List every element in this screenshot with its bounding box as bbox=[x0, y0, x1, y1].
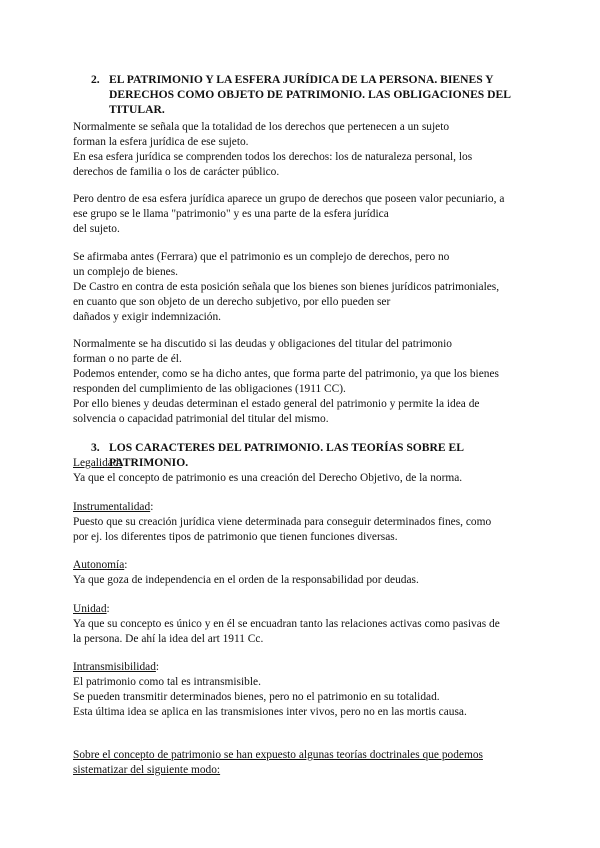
label-colon: : bbox=[106, 603, 110, 615]
section-2-title: EL PATRIMONIO Y LA ESFERA JURÍDICA DE LA PERSONA. BIENES Y DERECHOS COMO OBJETO DE PATRIMONIO. LAS OBLIGACIONES DEL TITULAR. bbox=[109, 73, 511, 116]
section-3-title: LOS CARACTERES DEL PATRIMONIO. LAS TEORÍAS SOBRE EL PATRIMONIO. bbox=[109, 441, 464, 469]
caracter-unidad bbox=[73, 602, 533, 647]
text-line: Normalmente se ha discutido si las deudas y obligaciones del titular del patrimonio bbox=[73, 338, 452, 350]
text-line: Ya que el concepto de patrimonio es una creación del Derecho Objetivo, de la norma. bbox=[73, 472, 463, 484]
text-line: un complejo de bienes. bbox=[73, 266, 179, 278]
text-line: Esta última idea se aplica en las transmisiones inter vivos, pero no en las mortis causa. bbox=[73, 706, 467, 718]
text-line: Pero dentro de esa esfera jurídica aparece un grupo de derechos que poseen valor pecuniario, a bbox=[73, 193, 505, 205]
text-line: forman o no parte de él. bbox=[73, 353, 182, 365]
caracter-legalidad bbox=[73, 456, 533, 486]
unidad-label: Unidad bbox=[73, 603, 107, 615]
caracter-instrumentalidad bbox=[73, 500, 533, 545]
text-line: Se pueden transmitir determinados bienes, pero no el patrimonio en su totalidad. bbox=[73, 691, 440, 703]
text-line: Ya que su concepto es único y en él se encuadran tanto las relaciones activas como pasivas de bbox=[73, 618, 500, 630]
legalidad-label: Legalidad: bbox=[73, 457, 122, 469]
text-line: Por ello bienes y deudas determinan el estado general del patrimonio y permite la idea de bbox=[73, 398, 480, 410]
text-line: dañados y exigir indemnización. bbox=[73, 311, 222, 323]
text-line: En esa esfera jurídica se comprenden todos los derechos: los de naturaleza personal, los bbox=[73, 151, 473, 163]
text-line: en cuanto que son objeto de un derecho subjetivo, por ello pueden ser bbox=[73, 296, 391, 308]
label-colon: : bbox=[124, 559, 128, 571]
text-line: Normalmente se señala que la totalidad de los derechos que pertenecen a un sujeto bbox=[73, 121, 450, 133]
text-line: solvencia o capacidad patrimonial del titular del mismo. bbox=[73, 413, 329, 425]
text-line: Puesto que su creación jurídica viene determinada para conseguir determinados fines, como bbox=[73, 516, 492, 528]
paragraph-deudas-obligaciones bbox=[73, 337, 533, 427]
instrumentalidad-label: Instrumentalidad bbox=[73, 501, 151, 513]
text-line: Podemos entender, como se ha dicho antes, que forma parte del patrimonio, ya que los bienes bbox=[73, 368, 499, 380]
label-colon: : bbox=[155, 661, 160, 673]
text-line: derechos de familia o los de carácter público. bbox=[73, 166, 280, 178]
caracter-intransmisibilidad bbox=[73, 660, 533, 720]
text-line: Ya que goza de independencia en el orden de la responsabilidad por deudas. bbox=[73, 574, 419, 586]
text-line: por ej. los diferentes tipos de patrimonio que tienen funciones diversas. bbox=[73, 531, 398, 543]
label-colon: : bbox=[150, 501, 154, 513]
text-line: sistematizar del siguiente modo: bbox=[73, 764, 221, 776]
text-line: De Castro en contra de esta posición señala que los bienes son bienes jurídicos patrimoniales, bbox=[73, 281, 500, 293]
text-line: El patrimonio como tal es intransmisible. bbox=[73, 676, 261, 688]
text-line: ese grupo se le llama "patrimonio" y es una parte de la esfera jurídica bbox=[73, 208, 389, 220]
paragraph-patrimonio-definicion bbox=[73, 192, 533, 237]
section-2-number: 2. bbox=[91, 73, 100, 86]
autonomia-label: Autonomía bbox=[73, 559, 125, 571]
paragraph-esfera-juridica bbox=[73, 120, 533, 180]
text-line: responden del cumplimiento de las obligaciones (1911 CC). bbox=[73, 383, 346, 395]
text-line: del sujeto. bbox=[73, 223, 120, 235]
text-line: Sobre el concepto de patrimonio se han expuesto algunas teorías doctrinales que podemos bbox=[73, 749, 483, 761]
paragraph-teorias bbox=[73, 748, 533, 778]
section-2-heading bbox=[73, 72, 518, 117]
text-line: forman la esfera jurídica de ese sujeto. bbox=[73, 136, 249, 148]
section-3-number: 3. bbox=[91, 441, 100, 454]
text-line: Se afirmaba antes (Ferrara) que el patrimonio es un complejo de derechos, pero no bbox=[73, 251, 450, 263]
paragraph-ferrara-decastro bbox=[73, 250, 533, 325]
intransmisibilidad-label: Intransmisibilidad bbox=[73, 661, 156, 673]
text-line: la persona. De ahí la idea del art 1911 Cc. bbox=[73, 633, 264, 645]
caracter-autonomia bbox=[73, 558, 533, 588]
